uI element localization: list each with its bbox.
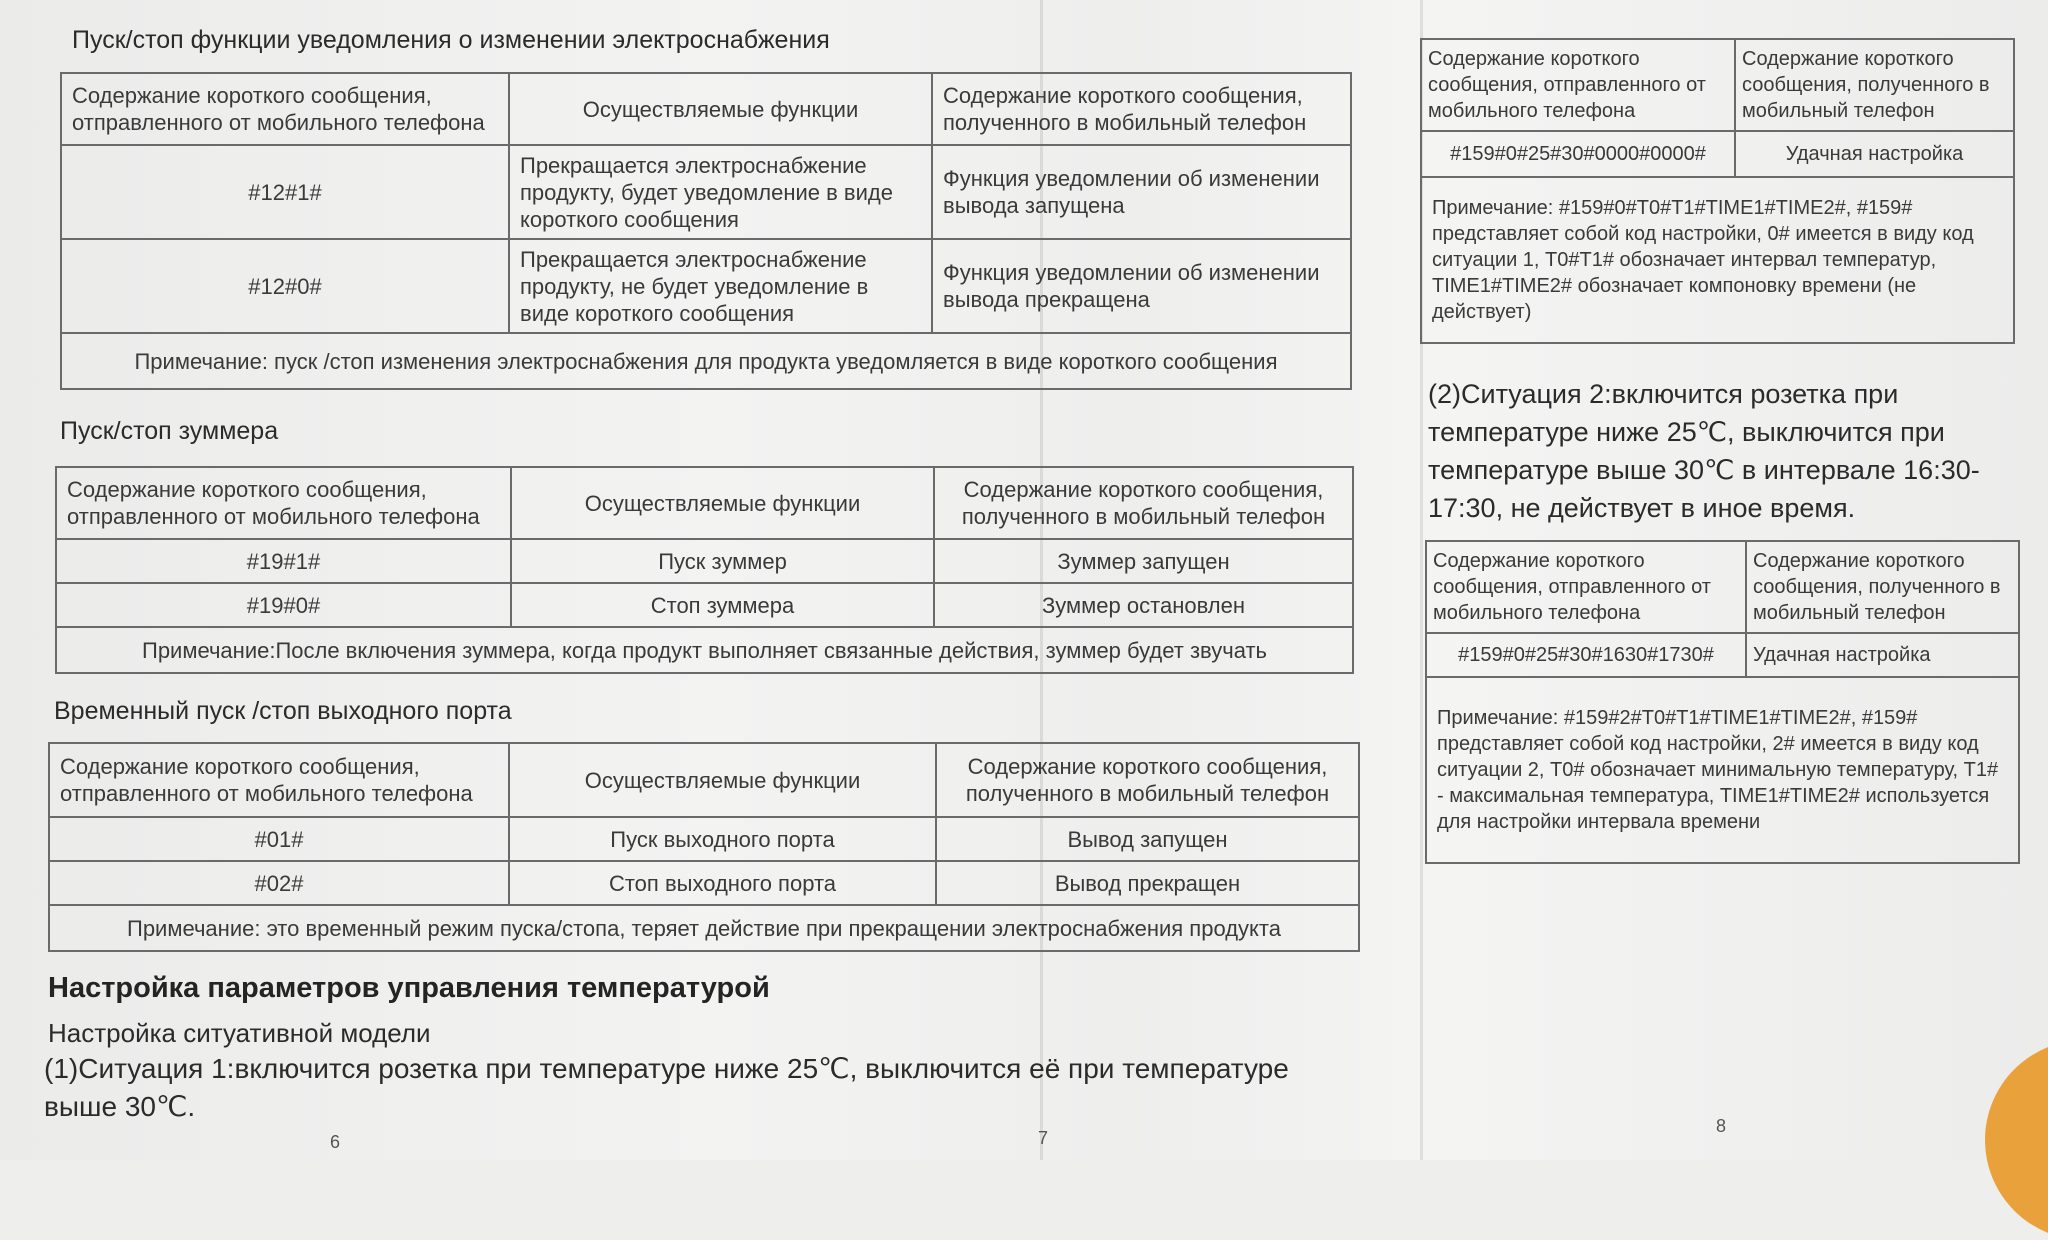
sms-code: #12#0# [61, 239, 509, 333]
header-sent-sms: Содержание короткого сообщения, отправленного от мобильного телефона [1421, 39, 1735, 131]
output-port-table [48, 742, 1360, 952]
page-number: 7 [1038, 1128, 1049, 1148]
header-functions: Осуществляемые функции [509, 73, 932, 145]
sms-code: #12#1# [61, 145, 509, 239]
header-sent-sms: Содержание короткого сообщения, отправленного от мобильного телефона [56, 467, 511, 539]
sms-code: #159#0#25#30#0000#0000# [1421, 131, 1735, 177]
header-received-sms: Содержание короткого сообщения, полученного в мобильный телефон [1746, 541, 2019, 633]
table-row [61, 145, 1351, 239]
section-title-output-port: Временный пуск /стоп выходного порта [54, 697, 512, 725]
header-received-sms: Содержание короткого сообщения, полученного в мобильный телефон [934, 467, 1353, 539]
function-text: Стоп выходного порта [509, 861, 936, 905]
page-number: 8 [1716, 1116, 1727, 1136]
reply-text: Вывод запущен [936, 817, 1359, 861]
header-received-sms: Содержание короткого сообщения, полученного в мобильный телефон [1735, 39, 2014, 131]
header-functions: Осуществляемые функции [511, 467, 934, 539]
reply-text: Функция уведомлении об изменении вывода прекращена [932, 239, 1351, 333]
function-text: Прекращается электроснабжение продукту, будет уведомление в виде короткого сообщения [509, 145, 932, 239]
table-row [49, 861, 1359, 905]
reply-text: Функция уведомлении об изменении вывода запущена [932, 145, 1351, 239]
section-title-buzzer: Пуск/стоп зуммера [60, 417, 279, 445]
header-received-sms: Содержание короткого сообщения, полученного в мобильный телефон [936, 743, 1359, 817]
reply-text: Удачная настройка [1746, 633, 2019, 677]
table-row [1421, 131, 2014, 177]
table-note: Примечание: #159#0#T0#T1#TIME1#TIME2#, #159# представляет собой код настройки, 0# имеется в виду код ситуации 1, T0#T1# обозначает интервал температур, TIME1#TIME2# обозначает компоновку времени (не действует) [1421, 177, 2014, 343]
reply-text: Вывод прекращен [936, 861, 1359, 905]
sms-code: #02# [49, 861, 509, 905]
sms-code: #19#0# [56, 583, 511, 627]
header-sent-sms: Содержание короткого сообщения, отправленного от мобильного телефона [49, 743, 509, 817]
power-notification-table [60, 72, 1352, 390]
header-received-sms: Содержание короткого сообщения, полученного в мобильный телефон [932, 73, 1351, 145]
reply-text: Зуммер остановлен [934, 583, 1353, 627]
sms-code: #159#0#25#30#1630#1730# [1426, 633, 1746, 677]
function-text: Пуск выходного порта [509, 817, 936, 861]
reply-text: Удачная настройка [1735, 131, 2014, 177]
sms-code: #19#1# [56, 539, 511, 583]
section-title-power-notification: Пуск/стоп функции уведомления о изменении электроснабжения [72, 26, 830, 54]
page-number: 6 [330, 1132, 341, 1152]
buzzer-table [55, 466, 1354, 674]
function-text: Пуск зуммер [511, 539, 934, 583]
table-note: Примечание: #159#2#T0#T1#TIME1#TIME2#, #159# представляет собой код настройки, 2# имеется в виду код ситуации 2, T0# обозначает минимальную температуру, T1# - максимальная температура, TIME1#TIME2# используется для настройки интервала времени [1426, 677, 2019, 863]
table-note: Примечание: пуск /стоп изменения электроснабжения для продукта уведомляется в виде короткого сообщения [61, 333, 1351, 389]
table-row [56, 583, 1353, 627]
situation-2-text: (2)Ситуация 2:включится розетка при температуре ниже 25℃, выключится при температуре выше 30℃ в интервале 16:30-17:30, не действует в иное время. [1428, 379, 1980, 523]
table-row [49, 817, 1359, 861]
situational-model-title: Настройка ситуативной модели [48, 1018, 431, 1048]
situation-1-text: (1)Ситуация 1:включится розетка при температуре ниже 25℃, выключится её при температуре выше 30℃. [44, 1053, 1289, 1122]
situation-1-table [1420, 38, 2015, 344]
situation-2-table [1425, 540, 2020, 864]
reply-text: Зуммер запущен [934, 539, 1353, 583]
function-text: Стоп зуммера [511, 583, 934, 627]
table-note: Примечание: это временный режим пуска/стопа, теряет действие при прекращении электроснабжения продукта [49, 905, 1359, 951]
table-row [1426, 633, 2019, 677]
sms-code: #01# [49, 817, 509, 861]
header-sent-sms: Содержание короткого сообщения, отправленного от мобильного телефона [1426, 541, 1746, 633]
table-row [61, 239, 1351, 333]
function-text: Прекращается электроснабжение продукту, не будет уведомление в виде короткого сообщения [509, 239, 932, 333]
table-note: Примечание:После включения зуммера, когда продукт выполняет связанные действия, зуммер будет звучать [56, 627, 1353, 673]
header-functions: Осуществляемые функции [509, 743, 936, 817]
temperature-control-title: Настройка параметров управления температурой [48, 972, 770, 1004]
header-sent-sms: Содержание короткого сообщения, отправленного от мобильного телефона [61, 73, 509, 145]
table-row [56, 539, 1353, 583]
